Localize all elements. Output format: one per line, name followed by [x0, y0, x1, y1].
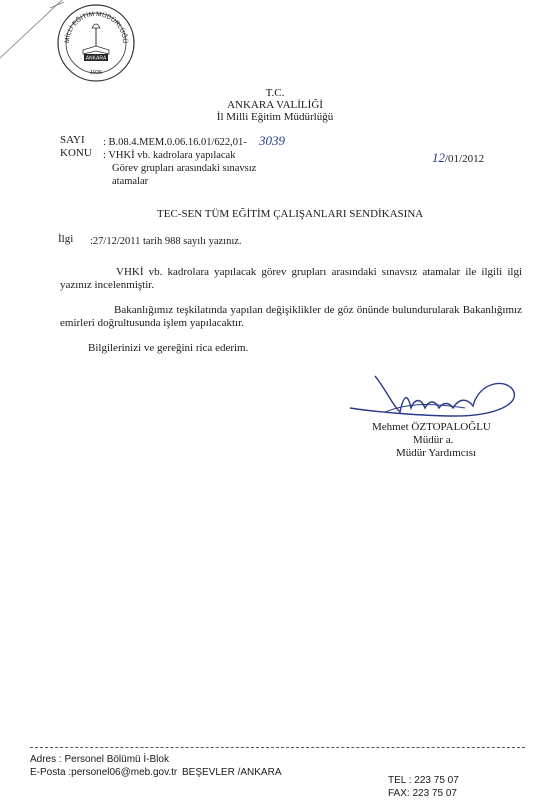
date-handwritten-day: 12 [432, 150, 445, 165]
sayi-value: : B.08.4.MEM.0.06.16.01/622,01- [103, 137, 247, 148]
letter-date [432, 150, 484, 166]
konu-line-1: : VHKİ vb. kadrolara yapılacak [103, 150, 236, 161]
konu-line-2: Görev grupları arasındaki sınavsız [112, 163, 257, 174]
footer-email: E-Posta :personel06@meb.gov.tr [30, 767, 178, 778]
paragraph-2: Bakanlığımız teşkilatında yapılan değişiklikler de göz önünde bulundurularak Bakanlığımız emirleri doğrultusunda işlem yapılacaktır. [60, 304, 522, 329]
footer-fax: FAX: 223 75 07 [388, 788, 457, 799]
konu-line-3: atamalar [112, 176, 149, 187]
header-governorship: ANKARA VALİLİĞİ [227, 99, 323, 111]
sayi-label: SAYI [60, 134, 85, 146]
recipient: TEC-SEN TÜM EĞİTİM ÇALIŞANLARI SENDİKASINA [157, 208, 424, 220]
konu-label: KONU [60, 147, 92, 159]
ilgi-text: :27/12/2011 tarih 988 sayılı yazınız. [90, 236, 242, 247]
signatory-name: Mehmet ÖZTOPALOĞLU [372, 421, 491, 433]
paragraph-3: Bilgilerinizi ve gereğini rica ederim. [88, 342, 249, 354]
svg-text:MİLLİ EĞİTİM MÜDÜRLÜĞÜ: MİLLİ EĞİTİM MÜDÜRLÜĞÜ [63, 10, 129, 44]
svg-text:1926: 1926 [89, 70, 103, 76]
header-tc: T.C. [265, 87, 285, 99]
signatory-title-1: Müdür a. [413, 434, 454, 446]
handwritten-signature [345, 368, 525, 426]
signatory-title-2: Müdür Yardımcısı [396, 447, 477, 459]
footer-address: Adres : Personel Bölümü İ-Blok [30, 754, 169, 765]
footer-tel: TEL : 223 75 07 [388, 775, 459, 786]
sayi-handwritten-number: 3039 [259, 133, 285, 148]
paragraph-1: VHKİ vb. kadrolara yapılacak görev grupları arasındaki sınavsız atamalar ile ilgili ilgi yazınız incelenmiştir. [60, 266, 522, 291]
svg-text:ANKARA: ANKARA [85, 55, 107, 62]
ilgi-label: İlgi [58, 233, 74, 245]
footer-divider [30, 747, 525, 748]
header-directorate: İl Milli Eğitim Müdürlüğü [216, 111, 334, 123]
ministry-seal-icon [55, 2, 137, 84]
date-month-year: /01/2012 [445, 153, 485, 165]
footer-district: BEŞEVLER /ANKARA [182, 767, 282, 778]
